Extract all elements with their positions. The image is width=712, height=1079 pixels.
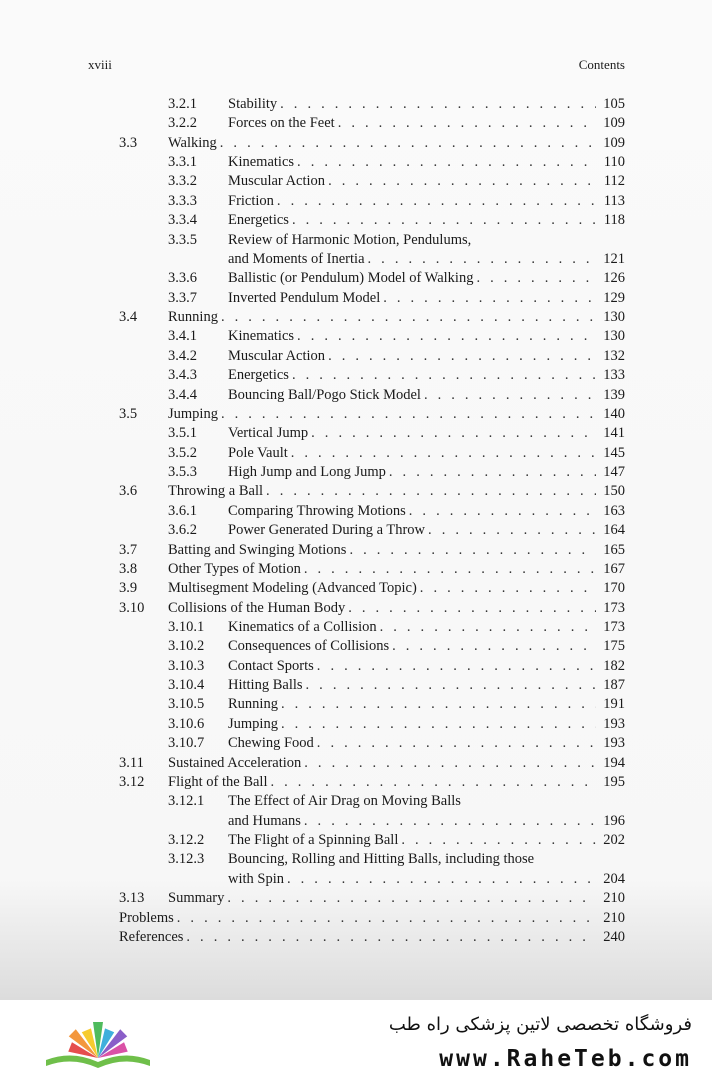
open-book-logo-icon: [38, 1014, 158, 1074]
toc-dot-leader: [221, 405, 596, 424]
toc-entry[interactable]: [0, 715, 712, 734]
toc-dot-leader: [292, 366, 596, 385]
toc-entry[interactable]: [0, 366, 712, 385]
toc-dot-leader: [266, 482, 596, 501]
toc-section-number: 3.10.5: [168, 696, 205, 713]
toc-entry[interactable]: [0, 889, 712, 908]
toc-entry[interactable]: [0, 95, 712, 114]
toc-page-number: 109: [603, 115, 625, 132]
toc-dot-leader: [368, 250, 596, 269]
toc-title: Batting and Swinging Motions: [168, 541, 347, 558]
toc-entry[interactable]: [0, 386, 712, 405]
toc-section-number: 3.6.2: [168, 522, 197, 539]
toc-dot-leader: [317, 734, 596, 753]
toc-page-number: 204: [603, 870, 625, 887]
toc-dot-leader: [306, 676, 596, 695]
toc-title: Summary: [168, 890, 225, 907]
shop-url-text: www.RaheTeb.com: [439, 1046, 692, 1072]
toc-page-number: 118: [603, 212, 625, 229]
toc-page-number: 191: [603, 696, 625, 713]
toc-dot-leader: [311, 424, 596, 443]
toc-title: The Effect of Air Drag on Moving Balls: [228, 793, 461, 810]
toc-page-number: 210: [603, 890, 625, 907]
toc-section-number: 3.12.3: [168, 851, 205, 868]
toc-page-number: 193: [603, 715, 625, 732]
toc-section-number: 3.6: [119, 483, 138, 500]
toc-entry[interactable]: [0, 463, 712, 482]
toc-page-number: 130: [603, 328, 625, 345]
toc-entry[interactable]: [0, 502, 712, 521]
toc-title: Running: [168, 309, 218, 326]
toc-title: Jumping: [168, 405, 218, 422]
toc-entry[interactable]: [0, 754, 712, 773]
toc-dot-leader: [227, 889, 596, 908]
toc-entry[interactable]: [0, 792, 712, 811]
toc-title: Review of Harmonic Motion, Pendulums,: [228, 231, 472, 248]
toc-entry[interactable]: [0, 618, 712, 637]
toc-entry[interactable]: [0, 405, 712, 424]
toc-entry[interactable]: [0, 599, 712, 618]
toc-dot-leader: [409, 502, 596, 521]
toc-title: Problems: [119, 909, 174, 926]
toc-title: and Humans: [228, 812, 301, 829]
toc-title: Multisegment Modeling (Advanced Topic): [168, 580, 417, 597]
toc-page-number: 164: [603, 522, 625, 539]
toc-title: Inverted Pendulum Model: [228, 289, 381, 306]
toc-page-number: 141: [603, 425, 625, 442]
toc-title: The Flight of a Spinning Ball: [228, 832, 399, 849]
toc-entry[interactable]: [0, 172, 712, 191]
toc-title: with Spin: [228, 870, 284, 887]
toc-title: Contact Sports: [228, 657, 314, 674]
toc-page-number: 193: [603, 735, 625, 752]
toc-page-number: 105: [603, 96, 625, 112]
toc-title: High Jump and Long Jump: [228, 464, 386, 481]
toc-title: Sustained Acceleration: [168, 754, 302, 771]
toc-section-number: 3.7: [119, 541, 138, 558]
toc-dot-leader: [292, 211, 596, 230]
toc-title: References: [119, 928, 184, 945]
toc-page-number: 165: [603, 541, 625, 558]
toc-entry[interactable]: [0, 444, 712, 463]
toc-dot-leader: [177, 909, 596, 928]
toc-section-number: 3.13: [119, 890, 145, 907]
toc-page-number: 139: [603, 386, 625, 403]
page-number-roman: xviii: [88, 57, 112, 72]
toc-entry[interactable]: [0, 676, 712, 695]
toc-page-number: 145: [603, 444, 625, 461]
toc-title: Throwing a Ball: [168, 483, 264, 500]
toc-section-number: 3.3.1: [168, 154, 197, 171]
toc-dot-leader: [317, 657, 596, 676]
toc-dot-leader: [277, 192, 596, 211]
toc-entry[interactable]: [0, 250, 712, 269]
toc-entry[interactable]: [0, 773, 712, 792]
toc-title: Walking: [168, 134, 217, 151]
toc-title: Consequences of Collisions: [228, 638, 390, 655]
toc-title: Comparing Throwing Motions: [228, 502, 406, 519]
toc-entry[interactable]: [0, 482, 712, 501]
toc-title: Ballistic (or Pendulum) Model of Walking: [228, 270, 474, 287]
toc-title: Energetics: [228, 367, 289, 384]
toc-title: Kinematics: [228, 154, 295, 171]
toc-page-number: 163: [603, 502, 625, 519]
toc-page-number: 112: [603, 173, 625, 190]
toc-section-number: 3.3.7: [168, 289, 197, 306]
toc-entry[interactable]: [0, 211, 712, 230]
toc-section-number: 3.5.2: [168, 444, 197, 461]
toc-section-number: 3.8: [119, 560, 138, 577]
toc-title: Muscular Action: [228, 173, 326, 190]
toc-page-number: 170: [603, 580, 625, 597]
toc-dot-leader: [349, 541, 596, 560]
toc-entry[interactable]: [0, 579, 712, 598]
toc-entry[interactable]: [0, 308, 712, 327]
toc-title: Pole Vault: [228, 444, 288, 461]
toc-page-number: 210: [603, 909, 625, 926]
toc-title: Vertical Jump: [228, 425, 309, 442]
toc-dot-leader: [221, 308, 596, 327]
toc-page-number: 132: [603, 347, 625, 364]
toc-dot-leader: [297, 327, 596, 346]
toc-page-number: 110: [603, 154, 625, 171]
toc-entry[interactable]: [0, 327, 712, 346]
toc-dot-leader: [328, 347, 596, 366]
toc-entry[interactable]: [0, 637, 712, 656]
toc-title: Running: [228, 696, 278, 713]
toc-dot-leader: [424, 386, 596, 405]
toc-entry[interactable]: [0, 153, 712, 172]
toc-entry[interactable]: [0, 192, 712, 211]
toc-page-number: 121: [603, 250, 625, 267]
toc-title: Collisions of the Human Body: [168, 599, 346, 616]
toc-section-number: 3.12: [119, 773, 145, 790]
toc-section-number: 3.4.3: [168, 367, 197, 384]
toc-page-number: 175: [603, 638, 625, 655]
toc-dot-leader: [270, 773, 596, 792]
toc-dot-leader: [281, 695, 596, 714]
toc-entry[interactable]: [0, 560, 712, 579]
toc-title: Other Types of Motion: [168, 560, 301, 577]
toc-section-number: 3.5.1: [168, 425, 197, 442]
toc-section-number: 3.3: [119, 134, 138, 151]
toc-entry[interactable]: [0, 812, 712, 831]
toc-entry[interactable]: [0, 114, 712, 133]
toc-dot-leader: [287, 870, 596, 889]
toc-dot-leader: [389, 463, 596, 482]
toc-dot-leader: [304, 812, 596, 831]
toc-page-number: 173: [603, 599, 625, 616]
toc-page-number: 167: [603, 560, 625, 577]
toc-page-number: 196: [603, 812, 625, 829]
toc-entry[interactable]: [0, 870, 712, 889]
toc-section-number: 3.5: [119, 405, 138, 422]
toc-section-number: 3.10.4: [168, 677, 205, 694]
toc-dot-leader: [280, 95, 596, 114]
logo-ray: [93, 1022, 103, 1058]
toc-page-number: 130: [603, 309, 625, 326]
toc-title: Flight of the Ball: [168, 773, 268, 790]
toc-title: Stability: [228, 96, 278, 112]
toc-entry[interactable]: [0, 928, 712, 947]
toc-entry[interactable]: [0, 347, 712, 366]
toc-title: Forces on the Feet: [228, 115, 335, 132]
toc-section-number: 3.10.6: [168, 715, 205, 732]
toc-entry[interactable]: [0, 521, 712, 540]
toc-entry[interactable]: [0, 657, 712, 676]
watermark-footer: [0, 1000, 712, 1079]
toc-title: Hitting Balls: [228, 677, 303, 694]
toc-dot-leader: [338, 114, 596, 133]
toc-dot-leader: [348, 599, 596, 618]
toc-title: Bouncing, Rolling and Hitting Balls, including those: [228, 851, 535, 868]
toc-dot-leader: [297, 153, 596, 172]
toc-dot-leader: [304, 754, 596, 773]
toc-page-number: 140: [603, 405, 625, 422]
toc-entry[interactable]: [0, 289, 712, 308]
toc-section-number: 3.12.2: [168, 832, 205, 849]
toc-dot-leader: [291, 444, 596, 463]
toc-title: Jumping: [228, 715, 278, 732]
toc-section-number: 3.11: [119, 754, 144, 771]
toc-entry[interactable]: [0, 231, 712, 250]
toc-title: Bouncing Ball/Pogo Stick Model: [228, 386, 421, 403]
toc-entry[interactable]: [0, 134, 712, 153]
toc-section-number: 3.4.2: [168, 347, 197, 364]
toc-page-number: 109: [603, 134, 625, 151]
toc-dot-leader: [392, 637, 596, 656]
toc-section-number: 3.10: [119, 599, 145, 616]
toc-page-number: 147: [603, 464, 625, 481]
toc-page-number: 240: [603, 928, 625, 945]
shop-name-text: فروشگاه تخصصی لاتین پزشکی راه طب: [388, 1014, 692, 1035]
toc-dot-leader: [281, 715, 596, 734]
toc-section-number: 3.4: [119, 309, 138, 326]
toc-title: Chewing Food: [228, 735, 314, 752]
toc-page-number: 194: [603, 754, 625, 771]
toc-entry[interactable]: [0, 541, 712, 560]
toc-page-number: 182: [603, 657, 625, 674]
toc-section-number: 3.6.1: [168, 502, 197, 519]
toc-title: Muscular Action: [228, 347, 326, 364]
toc-section-number: 3.10.7: [168, 735, 205, 752]
toc-section-number: 3.4.1: [168, 328, 197, 345]
toc-section-number: 3.10.2: [168, 638, 205, 655]
toc-section-number: 3.10.3: [168, 657, 205, 674]
toc-dot-leader: [420, 579, 596, 598]
toc-entry[interactable]: [0, 269, 712, 288]
toc-dot-leader: [328, 172, 596, 191]
toc-page-number: 129: [603, 289, 625, 306]
toc-entry[interactable]: [0, 424, 712, 443]
toc-entry[interactable]: [0, 831, 712, 850]
toc-entry[interactable]: [0, 850, 712, 869]
toc-section-number: 3.3.6: [168, 270, 197, 287]
toc-title: Kinematics: [228, 328, 295, 345]
toc-page-number: 173: [603, 618, 625, 635]
toc-section-number: 3.4.4: [168, 386, 197, 403]
toc-title: Friction: [228, 192, 274, 209]
toc-section-number: 3.10.1: [168, 618, 205, 635]
toc-section-number: 3.12.1: [168, 793, 205, 810]
toc-dot-leader: [220, 134, 596, 153]
toc-page-number: 202: [603, 832, 625, 849]
toc-section-number: 3.3.3: [168, 192, 197, 209]
toc-dot-leader: [304, 560, 596, 579]
toc-entry[interactable]: [0, 695, 712, 714]
toc-entry[interactable]: [0, 734, 712, 753]
toc-section-number: 3.3.2: [168, 173, 197, 190]
toc-section-number: 3.2.1: [168, 96, 197, 112]
toc-section-number: 3.3.5: [168, 231, 197, 248]
toc-page-number: 195: [603, 773, 625, 790]
toc-dot-leader: [476, 269, 596, 288]
toc-page-number: 133: [603, 367, 625, 384]
toc-dot-leader: [428, 521, 596, 540]
toc-page-number: 113: [603, 192, 625, 209]
toc-section-number: 3.9: [119, 580, 138, 597]
toc-page-number: 126: [603, 270, 625, 287]
toc-dot-leader: [383, 289, 596, 308]
toc-page-number: 187: [603, 677, 625, 694]
toc-dot-leader: [380, 618, 596, 637]
toc-title: and Moments of Inertia: [228, 250, 365, 267]
toc-section-number: 3.2.2: [168, 115, 197, 132]
toc-section-number: 3.3.4: [168, 212, 197, 229]
toc-section-number: 3.5.3: [168, 464, 197, 481]
toc-dot-leader: [401, 831, 596, 850]
running-header-title: Contents: [578, 57, 625, 72]
toc-title: Kinematics of a Collision: [228, 618, 377, 635]
toc-dot-leader: [186, 928, 596, 947]
toc-title: Power Generated During a Throw: [228, 522, 426, 539]
toc-title: Energetics: [228, 212, 289, 229]
toc-entry[interactable]: [0, 909, 712, 928]
toc-page-number: 150: [603, 483, 625, 500]
